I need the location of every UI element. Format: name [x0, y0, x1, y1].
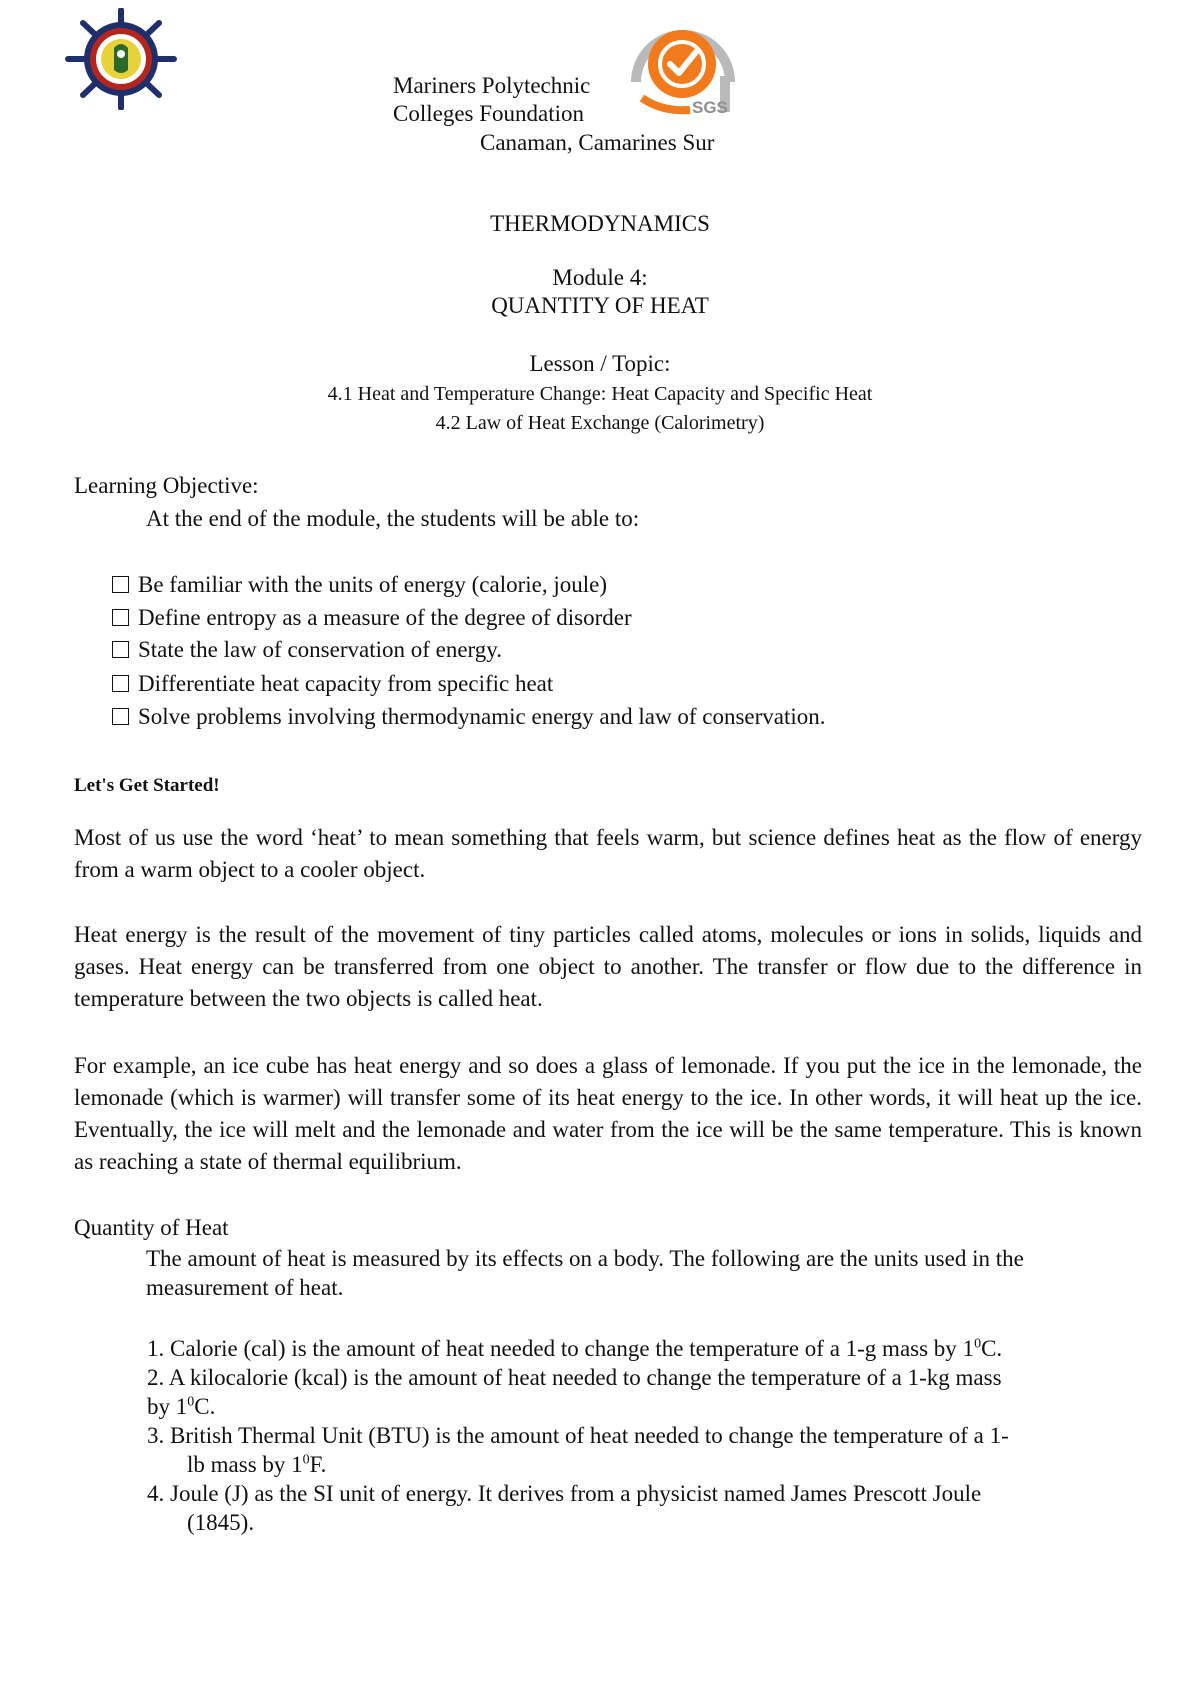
college-seal-logo: [64, 8, 178, 110]
objective-item: [112, 634, 502, 666]
unit-text-cont: (1845).: [187, 1510, 255, 1535]
module-title: QUANTITY OF HEAT: [491, 293, 709, 318]
unit-text: Calorie (cal) is the amount of heat needed to change the temperature of a 1-g mass by 1: [170, 1336, 975, 1361]
unit-text-cont: by 1: [147, 1394, 188, 1419]
objective-item: [112, 602, 632, 634]
intro-paragraph-2: Heat energy is the result of the movement of tiny particles called atoms, molecules or ions in solids, liquids and gases. Heat energy can be transferred from one object to another. The transfer or flow due to the difference in temperature between the two objects is called heat.: [74, 922, 1142, 1011]
checkbox-icon: [112, 576, 129, 593]
unit-number: 3.: [147, 1423, 165, 1448]
intro-paragraph-3: For example, an ice cube has heat energy and so does a glass of lemonade. If you put the ice in the lemonade, the lemonade (which is warmer) will transfer some of its heat energy to the ice. In other words, it will heat up the ice. Eventually, the ice will melt and the lemonade and water from the ice will be the same temperature. This is known as reaching a state of thermal equilibrium.: [74, 1053, 1142, 1174]
unit-item-joule: [147, 1479, 1127, 1537]
checkbox-icon: [112, 609, 129, 626]
unit-text: Joule (J) as the SI unit of energy. It derives from a physicist named James Prescott Joule: [170, 1481, 982, 1506]
unit-item-calorie: [147, 1334, 1127, 1363]
unit-text: British Thermal Unit (BTU) is the amount of heat needed to change the temperature of a 1-: [170, 1423, 1009, 1448]
objective-item: [112, 668, 553, 700]
quantity-intro: The amount of heat is measured by its effects on a body. The following are the units used in the measurement of heat.: [146, 1246, 1024, 1300]
objectives-heading: Learning Objective:: [74, 473, 259, 498]
lesson-topic-1: 4.1 Heat and Temperature Change: Heat Capacity and Specific Heat: [327, 383, 873, 405]
lesson-heading: Lesson / Topic:: [529, 351, 671, 376]
degree-sup: 0: [974, 1336, 982, 1352]
unit-text-end: F.: [309, 1452, 327, 1477]
objective-text: State the law of conservation of energy.: [138, 637, 503, 662]
checkbox-icon: [112, 641, 129, 658]
institution-location: Canaman, Camarines Sur: [480, 130, 715, 155]
checkbox-icon: [112, 708, 129, 725]
lesson-topic-2: 4.2 Law of Heat Exchange (Calorimetry): [435, 412, 765, 434]
unit-item-kilocalorie: [147, 1363, 1127, 1421]
objective-item: [112, 569, 607, 601]
module-number: Module 4:: [552, 265, 648, 290]
objectives-intro: At the end of the module, the students will be able to:: [146, 506, 640, 531]
checkbox-icon: [112, 675, 129, 692]
unit-text-end: C.: [194, 1394, 216, 1419]
course-title: THERMODYNAMICS: [490, 211, 710, 236]
objective-text: Solve problems involving thermodynamic energy and law of conservation.: [138, 704, 826, 729]
institution-name-line2: Colleges Foundation: [393, 101, 585, 126]
section-heading-quantity-of-heat: Quantity of Heat: [74, 1215, 229, 1240]
sgs-mark: SGS: [692, 98, 728, 117]
degree-sup: 0: [302, 1452, 310, 1468]
objective-item: [112, 701, 826, 733]
section-heading-lets-get-started: Let's Get Started!: [74, 775, 220, 796]
unit-text-end: C.: [981, 1336, 1003, 1361]
unit-number: 2.: [147, 1365, 165, 1390]
intro-paragraph-1: Most of us use the word ‘heat’ to mean something that feels warm, but science defines heat as the flow of energy from a warm object to a cooler object.: [74, 825, 1142, 882]
unit-item-btu: [147, 1421, 1127, 1479]
objective-text: Define entropy as a measure of the degree of disorder: [138, 605, 632, 630]
sgs-certification-logo: [622, 16, 748, 122]
degree-sup: 0: [187, 1394, 195, 1410]
unit-number: 1.: [147, 1336, 165, 1361]
institution-name-line1: Mariners Polytechnic: [393, 73, 591, 98]
unit-text-cont: lb mass by 1: [187, 1452, 303, 1477]
unit-text: A kilocalorie (kcal) is the amount of heat needed to change the temperature of a 1-kg mass: [168, 1365, 1002, 1390]
objective-text: Differentiate heat capacity from specific heat: [138, 671, 554, 696]
unit-number: 4.: [147, 1481, 165, 1506]
objective-text: Be familiar with the units of energy (calorie, joule): [138, 572, 608, 597]
